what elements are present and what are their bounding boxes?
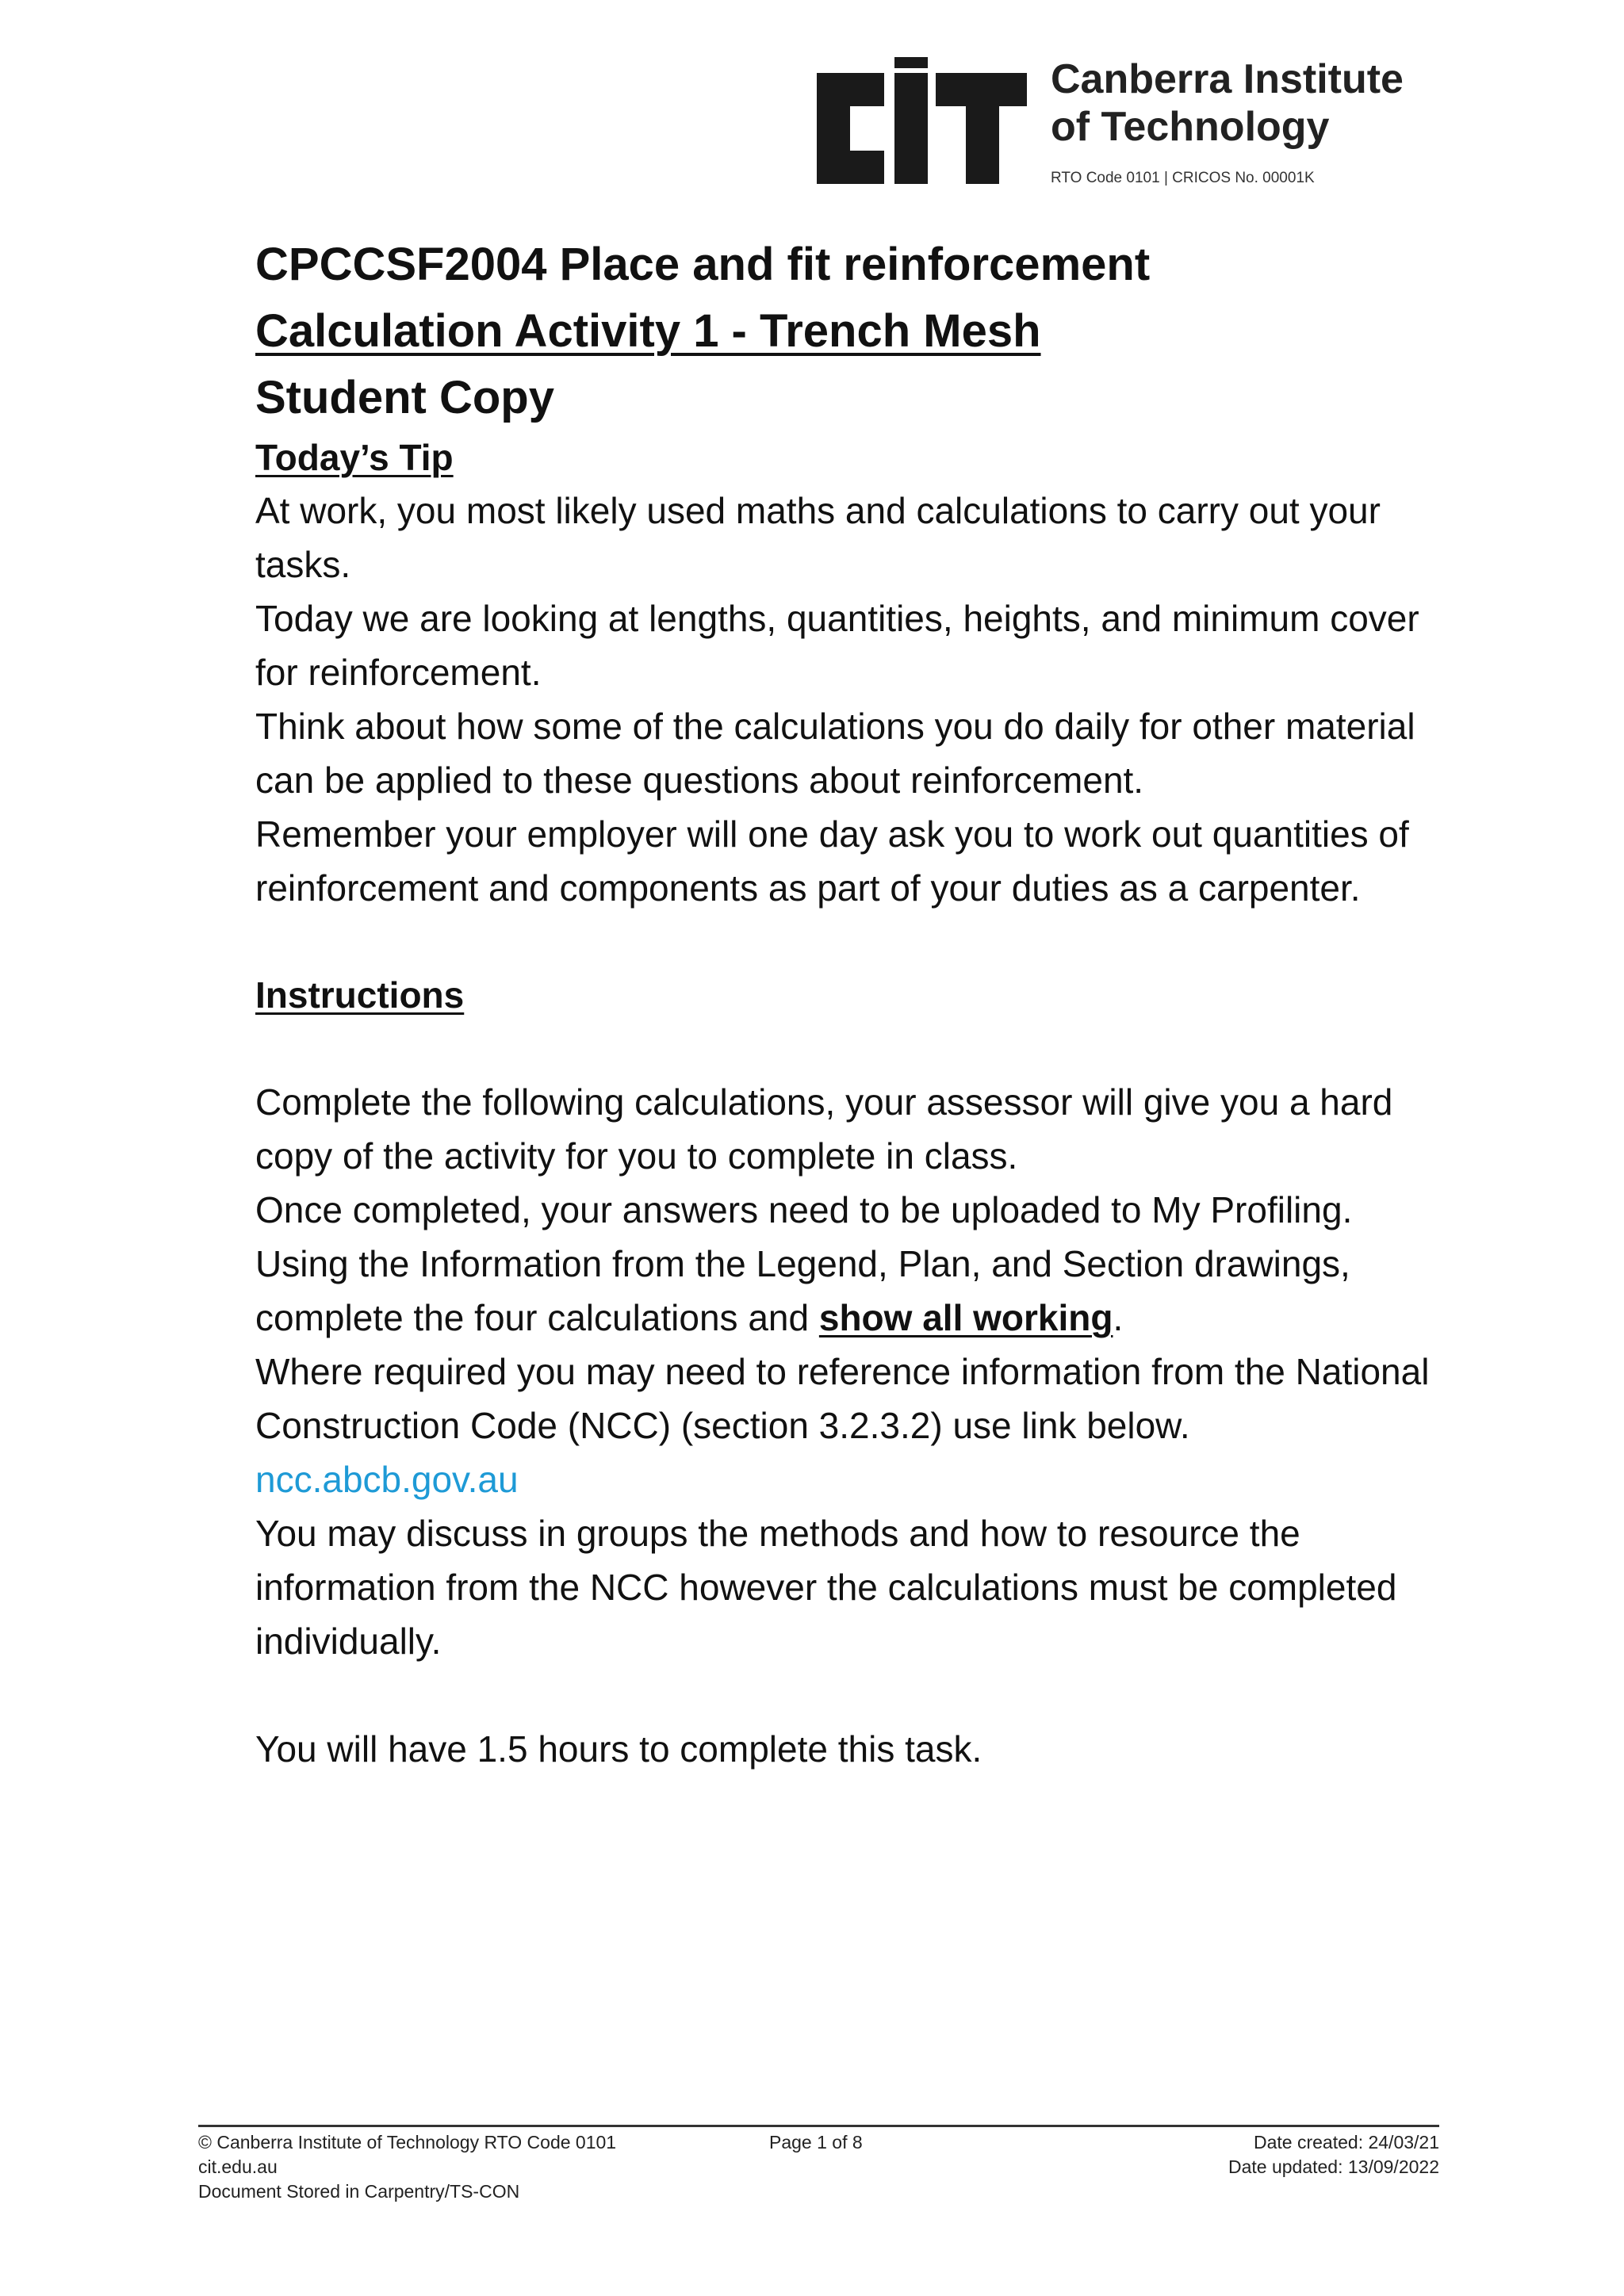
instructions-paragraph-4: Where required you may need to reference information from the National Construction Code (NCC) (section 3.2.3.2) use link below.	[255, 1351, 1430, 1446]
tip-paragraph-4: Remember your employer will one day ask you to work out quantities of reinforcement and components as part of your duties as a carpenter.	[255, 813, 1409, 909]
time-note: You will have 1.5 hours to complete this task.	[255, 1728, 982, 1770]
instructions-paragraph-2: Once completed, your answers need to be uploaded to My Profiling.	[255, 1189, 1353, 1230]
unit-title: CPCCSF2004 Place and fit reinforcement	[255, 239, 1151, 290]
footer-date-created: Date created: 24/03/21	[1254, 2132, 1439, 2152]
copy-label: Student Copy	[255, 372, 554, 423]
logo-name-line1: Canberra Institute	[1051, 56, 1404, 102]
cit-logo-mark-icon	[809, 57, 1031, 192]
tip-paragraph-2: Today we are looking at lengths, quantities, heights, and minimum cover for reinforcement.	[255, 598, 1419, 693]
show-all-working-emphasis: show all working	[818, 1297, 1113, 1338]
instructions-paragraph-3	[255, 1237, 1445, 1345]
footer-copyright: © Canberra Institute of Technology RTO Code 0101	[198, 2132, 617, 2152]
instructions-paragraph-3-end: .	[1113, 1297, 1124, 1338]
tip-paragraph-1: At work, you most likely used maths and calculations to carry out your tasks.	[255, 490, 1381, 585]
footer-right	[1228, 2130, 1439, 2179]
logo-codes: RTO Code 0101 | CRICOS No. 00001K	[1051, 170, 1315, 186]
instructions-paragraph-3-text: Using the Information from the Legend, Plan, and Section drawings, complete the four calculations and	[255, 1243, 1350, 1338]
document-body	[255, 232, 1445, 1776]
page-footer	[198, 2125, 1439, 2202]
logo-name-line2: of Technology	[1051, 104, 1330, 150]
activity-title: Calculation Activity 1 - Trench Mesh	[255, 305, 1041, 357]
instructions-heading: Instructions	[255, 974, 465, 1016]
tip-heading: Today’s Tip	[255, 437, 454, 478]
footer-site: cit.edu.au	[198, 2156, 278, 2177]
footer-left	[198, 2130, 616, 2204]
ncc-link[interactable]: ncc.abcb.gov.au	[255, 1459, 519, 1500]
footer-page-number: Page 1 of 8	[769, 2132, 863, 2152]
instructions-paragraph-1: Complete the following calculations, your assessor will give you a hard copy of the activity for you to complete in class.	[255, 1081, 1393, 1177]
tip-paragraph-3: Think about how some of the calculations you do daily for other material can be applied to these questions about reinforcement.	[255, 706, 1415, 801]
instructions-paragraph-5: You may discuss in groups the methods and how to resource the information from the NCC however the calculations must be completed individually.	[255, 1513, 1397, 1662]
footer-stored: Document Stored in Carpentry/TS-CON	[198, 2181, 520, 2202]
institute-logo	[809, 57, 1443, 200]
footer-date-updated: Date updated: 13/09/2022	[1228, 2156, 1439, 2177]
